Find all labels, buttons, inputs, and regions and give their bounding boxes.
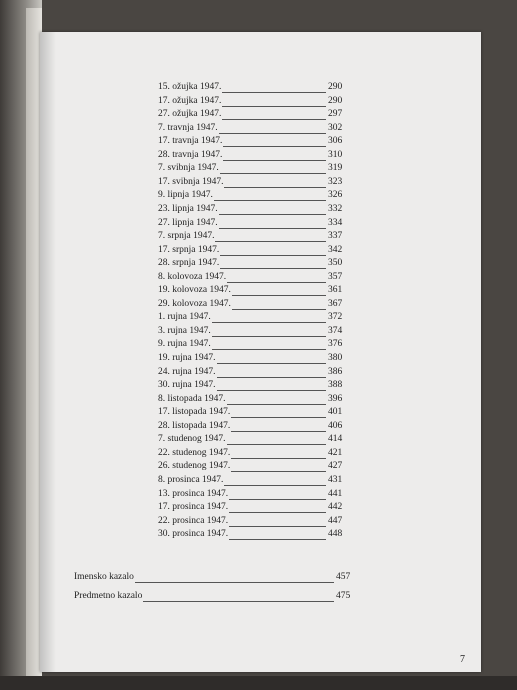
toc-entry <box>158 123 358 135</box>
toc-entry-label: 9. lipnja 1947. <box>158 190 213 201</box>
toc-entry <box>158 475 358 487</box>
toc-entry-label: 24. rujna 1947. <box>158 366 216 377</box>
toc-entry-label: 28. srpnja 1947. <box>158 258 220 269</box>
toc-entry-page: 290 <box>328 82 343 92</box>
toc-entry-page: 337 <box>328 231 343 242</box>
toc-entry-label: 7. svibnja 1947. <box>158 163 219 174</box>
toc-entry-page: 357 <box>328 271 343 282</box>
toc-entry-page: 367 <box>328 298 343 309</box>
toc-entry-page: 431 <box>328 474 343 485</box>
toc-entry-label: Predmetno kazalo <box>74 591 143 601</box>
toc-entry-label: 28. listopada 1947. <box>158 420 231 431</box>
toc-entry-label: 26. studenog 1947. <box>158 461 231 472</box>
toc-entry <box>158 245 358 257</box>
toc-entry-label: 17. listopada 1947. <box>158 407 231 418</box>
book-page <box>40 32 481 672</box>
leader-line <box>227 444 326 445</box>
leader-line <box>143 601 334 602</box>
toc-entry <box>158 82 358 94</box>
toc-entry <box>158 461 358 473</box>
toc-entry <box>158 190 358 202</box>
toc-entry-page: 406 <box>328 420 343 431</box>
leader-line <box>135 582 334 583</box>
toc-entry-label: 22. prosinca 1947. <box>158 515 229 526</box>
toc-entry <box>158 150 358 162</box>
toc-entry-page: 326 <box>328 190 343 201</box>
toc-entry <box>158 448 358 460</box>
toc-entry-page: 457 <box>336 572 351 582</box>
toc-entry-page: 361 <box>328 285 343 296</box>
leader-line <box>219 228 326 229</box>
toc-entry <box>158 529 358 541</box>
toc-entry-page: 401 <box>328 407 343 418</box>
toc-entry <box>158 312 358 324</box>
toc-entry-page: 302 <box>328 122 343 133</box>
toc-entry <box>158 204 358 216</box>
toc-entry-label: 22. studenog 1947. <box>158 447 231 458</box>
toc-entry-page: 306 <box>328 136 343 147</box>
toc-entry-label: 15. ožujka 1947. <box>158 82 222 92</box>
toc-index-entry <box>74 572 364 584</box>
toc-entry <box>158 285 358 297</box>
leader-line <box>219 133 326 134</box>
toc-index-entry <box>74 591 364 603</box>
toc-entry-page: 350 <box>328 258 343 269</box>
toc-entry-label: 17. travnja 1947. <box>158 136 223 147</box>
toc-entry <box>158 516 358 528</box>
toc-entry-page: 310 <box>328 149 343 160</box>
toc-entry-label: 17. srpnja 1947. <box>158 244 220 255</box>
leader-line <box>212 336 326 337</box>
leader-line <box>229 539 326 540</box>
toc-entry-page: 388 <box>328 380 343 391</box>
toc-entry-label: 1. rujna 1947. <box>158 312 211 323</box>
leader-line <box>212 349 326 350</box>
toc-entry <box>158 353 358 365</box>
leader-line <box>232 295 326 296</box>
toc-entry-page: 442 <box>328 502 343 513</box>
leader-line <box>214 200 326 201</box>
leader-line <box>231 471 326 472</box>
leader-line <box>212 322 326 323</box>
leader-line <box>232 309 326 310</box>
toc-entry <box>158 218 358 230</box>
toc-entry-label: 29. kolovoza 1947. <box>158 298 231 309</box>
toc-entry <box>158 96 358 108</box>
toc-entry-page: 323 <box>328 176 343 187</box>
toc-entry-label: 19. rujna 1947. <box>158 353 216 363</box>
leader-line <box>217 390 326 391</box>
toc-entry-page: 441 <box>328 488 343 499</box>
toc-entry <box>158 502 358 514</box>
toc-entry <box>158 380 358 392</box>
toc-entry-page: 374 <box>328 325 343 336</box>
leader-line <box>231 431 326 432</box>
toc-entry-label: 7. travnja 1947. <box>158 122 218 133</box>
toc-entry <box>158 177 358 189</box>
toc-entry-page: 290 <box>328 95 343 106</box>
toc-entry-page: 332 <box>328 203 343 214</box>
leader-line <box>223 146 326 147</box>
leader-line <box>219 214 326 215</box>
toc-entry-page: 372 <box>328 312 343 323</box>
toc-entry-label: Imensko kazalo <box>74 572 134 582</box>
leader-line <box>231 458 326 459</box>
toc-entry-page: 414 <box>328 434 343 445</box>
leader-line <box>217 363 326 364</box>
toc-entry <box>158 136 358 148</box>
leader-line <box>231 417 326 418</box>
toc-entry-page: 297 <box>328 109 343 120</box>
toc-entry <box>158 258 358 270</box>
toc-entry-label: 3. rujna 1947. <box>158 325 211 336</box>
toc-entry-page: 427 <box>328 461 343 472</box>
leader-line <box>220 255 326 256</box>
toc-entry-label: 27. lipnja 1947. <box>158 217 218 228</box>
leader-line <box>220 268 326 269</box>
toc-entry <box>158 326 358 338</box>
leader-line <box>215 241 326 242</box>
leader-line <box>224 187 326 188</box>
leader-line <box>220 173 326 174</box>
leader-line <box>223 160 326 161</box>
toc-entry <box>158 407 358 419</box>
leader-line <box>229 526 326 527</box>
leader-line <box>227 282 326 283</box>
toc-entry <box>158 394 358 406</box>
toc-entry-label: 27. ožujka 1947. <box>158 109 222 120</box>
toc-entry-page: 342 <box>328 244 343 255</box>
toc-entry-page: 380 <box>328 353 343 363</box>
toc-entry <box>158 339 358 351</box>
toc-entry-label: 30. rujna 1947. <box>158 380 216 391</box>
toc-entry-label: 30. prosinca 1947. <box>158 529 229 540</box>
toc-entry-page: 421 <box>328 447 343 458</box>
toc-entry-page: 447 <box>328 515 343 526</box>
toc-entry-label: 28. travnja 1947. <box>158 149 223 160</box>
toc-entry <box>158 299 358 311</box>
leader-line <box>222 106 326 107</box>
toc-entry-page: 376 <box>328 339 343 350</box>
toc-entry <box>158 109 358 121</box>
toc-entry-label: 7. srpnja 1947. <box>158 231 215 242</box>
leader-line <box>222 92 326 93</box>
toc-entry-label: 17. prosinca 1947. <box>158 502 229 513</box>
toc-entry <box>158 231 358 243</box>
toc-entry-label: 8. listopada 1947. <box>158 393 226 404</box>
page-number: 7 <box>460 654 465 665</box>
leader-line <box>217 377 326 378</box>
toc-entry-label: 9. rujna 1947. <box>158 339 211 350</box>
toc-entry-page: 334 <box>328 217 343 228</box>
toc-entry <box>158 489 358 501</box>
toc-entry-label: 19. kolovoza 1947. <box>158 285 231 296</box>
toc-entry-page: 475 <box>336 591 351 601</box>
toc-entry <box>158 421 358 433</box>
toc-entry-label: 17. svibnja 1947. <box>158 176 224 187</box>
leader-line <box>229 499 326 500</box>
table-surface <box>0 676 517 690</box>
leader-line <box>222 119 326 120</box>
toc-entry-label: 8. kolovoza 1947. <box>158 271 227 282</box>
toc-entry-label: 8. prosinca 1947. <box>158 474 224 485</box>
leader-line <box>224 485 326 486</box>
toc-entry-label: 23. lipnja 1947. <box>158 203 218 214</box>
toc-entry-page: 319 <box>328 163 343 174</box>
toc-entry-page: 396 <box>328 393 343 404</box>
toc-entry <box>158 272 358 284</box>
toc-entry <box>158 163 358 175</box>
toc-entry <box>158 367 358 379</box>
toc-entry-label: 7. studenog 1947. <box>158 434 226 445</box>
toc-entry-page: 386 <box>328 366 343 377</box>
toc-entry-label: 13. prosinca 1947. <box>158 488 229 499</box>
toc-entry-label: 17. ožujka 1947. <box>158 95 222 106</box>
toc-entry <box>158 434 358 446</box>
leader-line <box>229 512 326 513</box>
leader-line <box>227 404 326 405</box>
toc-entry-page: 448 <box>328 529 343 540</box>
